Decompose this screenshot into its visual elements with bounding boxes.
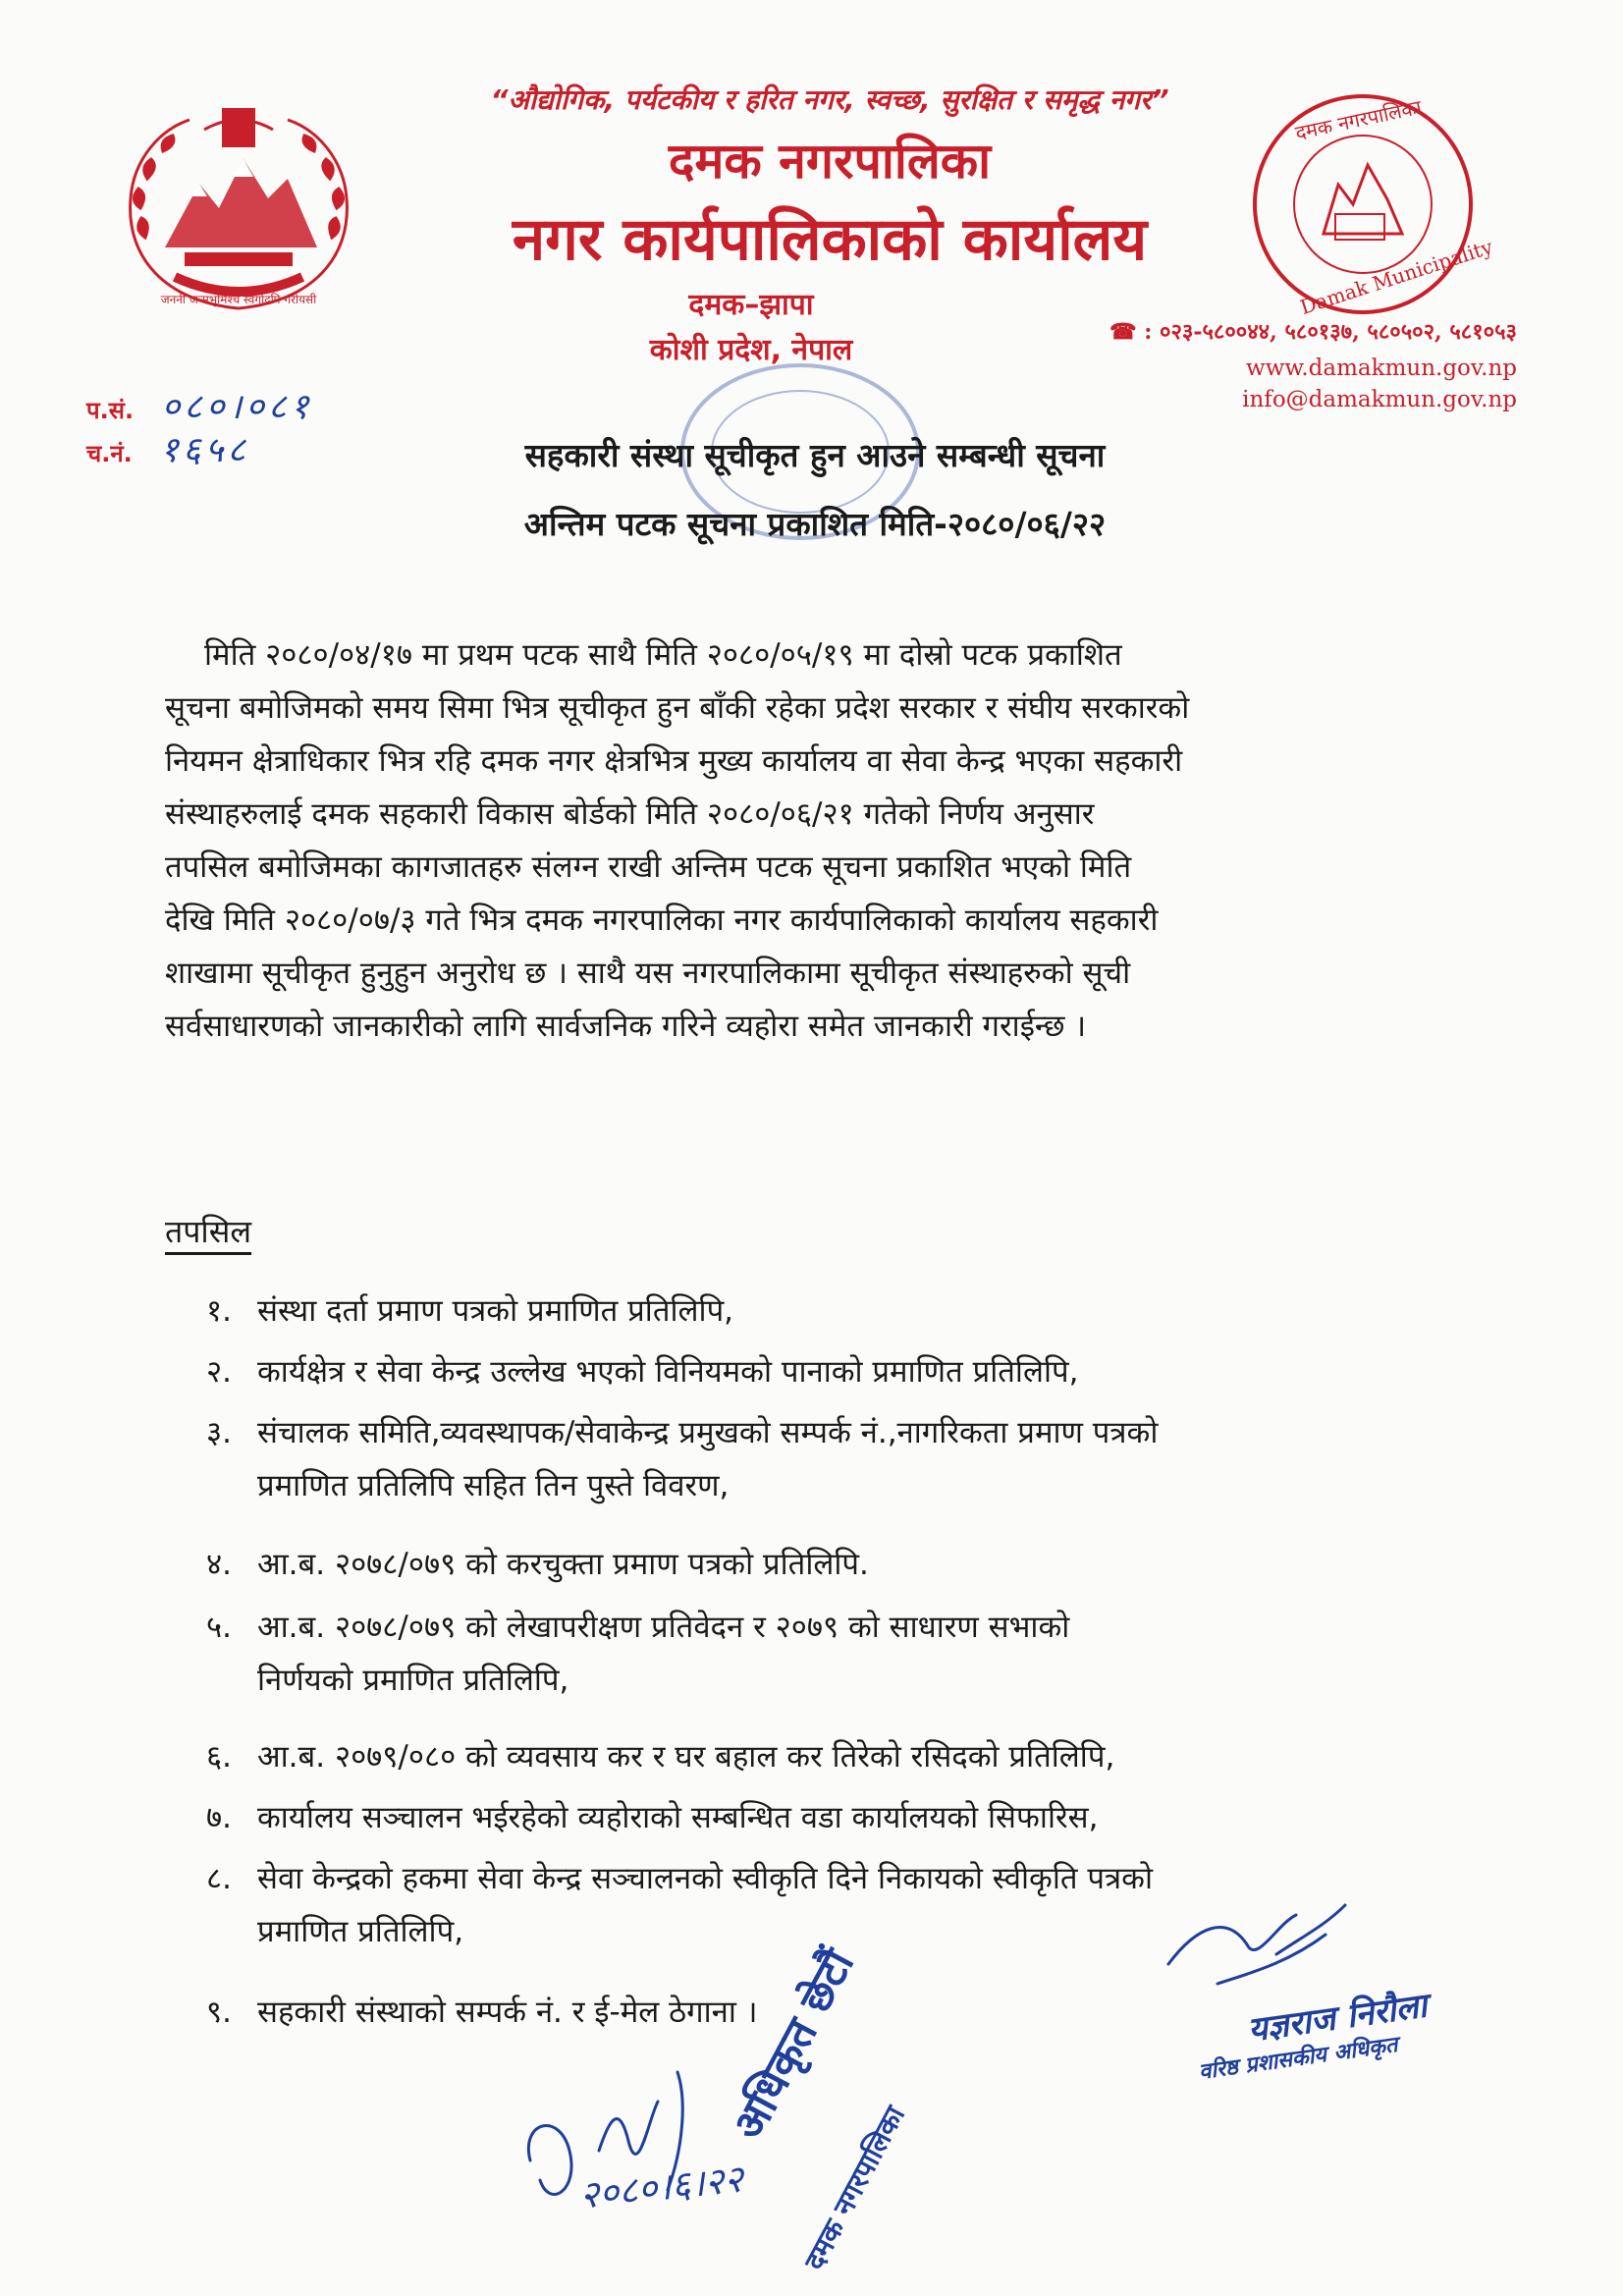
- reference-ps: [86, 381, 312, 429]
- list-item: [206, 1345, 1078, 1398]
- item-text: संस्था दर्ता प्रमाण पत्रको प्रमाणित प्रतिलिपि,: [257, 1293, 734, 1329]
- notice-subject: सहकारी संस्था सूचीकृत हुन आउने सम्बन्धी सूचना: [524, 436, 1106, 474]
- municipality-motto: “औद्योगिक, पर्यटकीय र हरित नगर, स्वच्छ, सुरक्षित र समृद्ध नगर”: [490, 83, 1169, 116]
- stamp-organization: दमक नगरपालिका: [797, 2101, 912, 2275]
- body-line: नियमन क्षेत्राधिकार भित्र रहि दमक नगर क्षेत्रभित्र मुख्य कार्यालय वा सेवा केन्द्र भएका सहकारी: [165, 743, 1183, 779]
- handwritten-date: २०८०।६।२२: [577, 2157, 746, 2217]
- body-line: देखि मिति २०८०/०७/३ गते भित्र दमक नगरपालिका नगर कार्यपालिकाको कार्यालय सहकारी: [165, 902, 1159, 938]
- item-number: ७.: [206, 1800, 232, 1835]
- list-item: [206, 1406, 1158, 1512]
- body-line: सूचना बमोजिमको समय सिमा भित्र सूचीकृत हुन बाँकी रहेका प्रदेश सरकार र संघीय सरकारको: [165, 690, 1190, 726]
- contact-email: info@damakmun.gov.np: [1242, 387, 1517, 412]
- signatory-designation: वरिष्ठ प्रशासकीय अधिकृत: [1197, 2032, 1400, 2086]
- item-text: कार्यालय सञ्चालन भईरहेको व्यहोराको सम्बन्धित वडा कार्यालयको सिफारिस,: [257, 1800, 1099, 1835]
- item-number: १.: [206, 1293, 232, 1329]
- ps-label: प.सं.: [86, 397, 135, 424]
- body-line: सर्वसाधारणको जानकारीको लागि सार्वजनिक गरिने व्यहोरा समेत जानकारी गराईन्छ ।: [165, 1009, 1087, 1044]
- ps-value: ०८०।०८१: [161, 387, 313, 427]
- item-number: ५.: [206, 1610, 232, 1645]
- notice-body: [165, 629, 1446, 1053]
- item-number: ८.: [206, 1861, 232, 1896]
- list-item: [206, 1986, 757, 2039]
- office-name: नगर कार्यपालिकाको कार्यालय: [512, 205, 1148, 274]
- tapasil-heading: तपसिल: [165, 1213, 252, 1250]
- location-district: दमक–झापा: [688, 288, 814, 322]
- reference-cn: [86, 424, 249, 472]
- item-text: संचालक समिति,व्यवस्थापक/सेवाकेन्द्र प्रमुखको सम्पर्क नं.,नागरिकता प्रमाण पत्रको: [257, 1415, 1159, 1450]
- item-text: सहकारी संस्थाको सम्पर्क नं. र ई-मेल ठेगाना ।: [257, 1995, 758, 2030]
- body-line: संस्थाहरुलाई दमक सहकारी विकास बोर्डको मिति २०८०/०६/२१ गतेको निर्णय अनुसार: [165, 796, 1095, 832]
- phone-numbers: : ०२३-५८००४४, ५८०१३७, ५८०५०२, ५८१०५३: [1144, 319, 1517, 345]
- signatory-name: यज्ञराज निरौला: [1245, 1986, 1430, 2050]
- stamp-title: अधिकृत छेटौं: [723, 1941, 865, 2149]
- cn-label: च.नं.: [86, 440, 133, 467]
- phone-icon: ☎: [1109, 319, 1137, 345]
- seal-text-nepali: दमक नगरपालिका: [1293, 94, 1424, 145]
- signature-scribble-right: [1159, 1895, 1375, 2003]
- list-item: [206, 1852, 1153, 1958]
- body-line: मिति २०८०/०४/१७ मा प्रथम पटक साथै मिति २०८०/०५/१९ मा दोस्रो पटक प्रकाशित: [204, 637, 1122, 673]
- item-text: सेवा केन्द्रको हकमा सेवा केन्द्र सञ्चालनको स्वीकृति दिने निकायको स्वीकृति पत्रको: [257, 1861, 1153, 1896]
- item-number: ६.: [206, 1739, 232, 1775]
- list-item: [206, 1730, 1114, 1783]
- item-number: ४.: [206, 1547, 232, 1582]
- item-number: २.: [206, 1354, 232, 1390]
- item-text: आ.ब. २०७८/०७९ को करचुक्ता प्रमाण पत्रको प्रतिलिपि.: [257, 1547, 869, 1582]
- item-text: आ.ब. २०७९/०८० को व्यवसाय कर र घर बहाल कर तिरेको रसिदको प्रतिलिपि,: [257, 1739, 1115, 1775]
- item-number: ९.: [206, 1995, 232, 2030]
- location-province: कोशी प्रदेश, नेपाल: [649, 333, 853, 367]
- item-text: आ.ब. २०७८/०७९ को लेखापरीक्षण प्रतिवेदन र २०७९ को साधारण सभाको: [257, 1610, 1070, 1645]
- item-text: कार्यक्षेत्र र सेवा केन्द्र उल्लेख भएको विनियमको पानाको प्रमाणित प्रतिलिपि,: [257, 1354, 1079, 1390]
- contact-phone: [1109, 316, 1517, 346]
- body-line: शाखामा सूचीकृत हुनुहुन अनुरोध छ । साथै यस नगरपालिकामा सूचीकृत संस्थाहरुको सूची: [165, 956, 1131, 991]
- organization-name: दमक नगरपालिका: [668, 133, 992, 190]
- notice-publish-date: अन्तिम पटक सूचना प्रकाशित मिति-२०८०/०६/२२: [523, 505, 1107, 543]
- item-continuation: प्रमाणित प्रतिलिपि,: [257, 1914, 464, 1949]
- body-line: तपसिल बमोजिमका कागजातहरु संलग्न राखी अन्तिम पटक सूचना प्रकाशित भएको मिति: [165, 849, 1132, 885]
- cn-value: १६५८: [160, 430, 250, 470]
- list-item: [206, 1601, 1069, 1707]
- item-number: ३.: [206, 1415, 232, 1450]
- list-item: [206, 1791, 1098, 1844]
- list-item: [206, 1538, 869, 1591]
- item-continuation: प्रमाणित प्रतिलिपि सहित तिन पुस्ते विवरण,: [257, 1468, 730, 1503]
- item-continuation: निर्णयको प्रमाणित प्रतिलिपि,: [257, 1663, 569, 1698]
- emblem-motto: जननी जन्मभूमिश्च स्वर्गादपि गरीयसी: [160, 293, 317, 306]
- seal-text-english: Damak Municipality: [1297, 235, 1496, 319]
- list-item: [206, 1285, 733, 1338]
- contact-website: www.damakmun.gov.np: [1246, 355, 1517, 381]
